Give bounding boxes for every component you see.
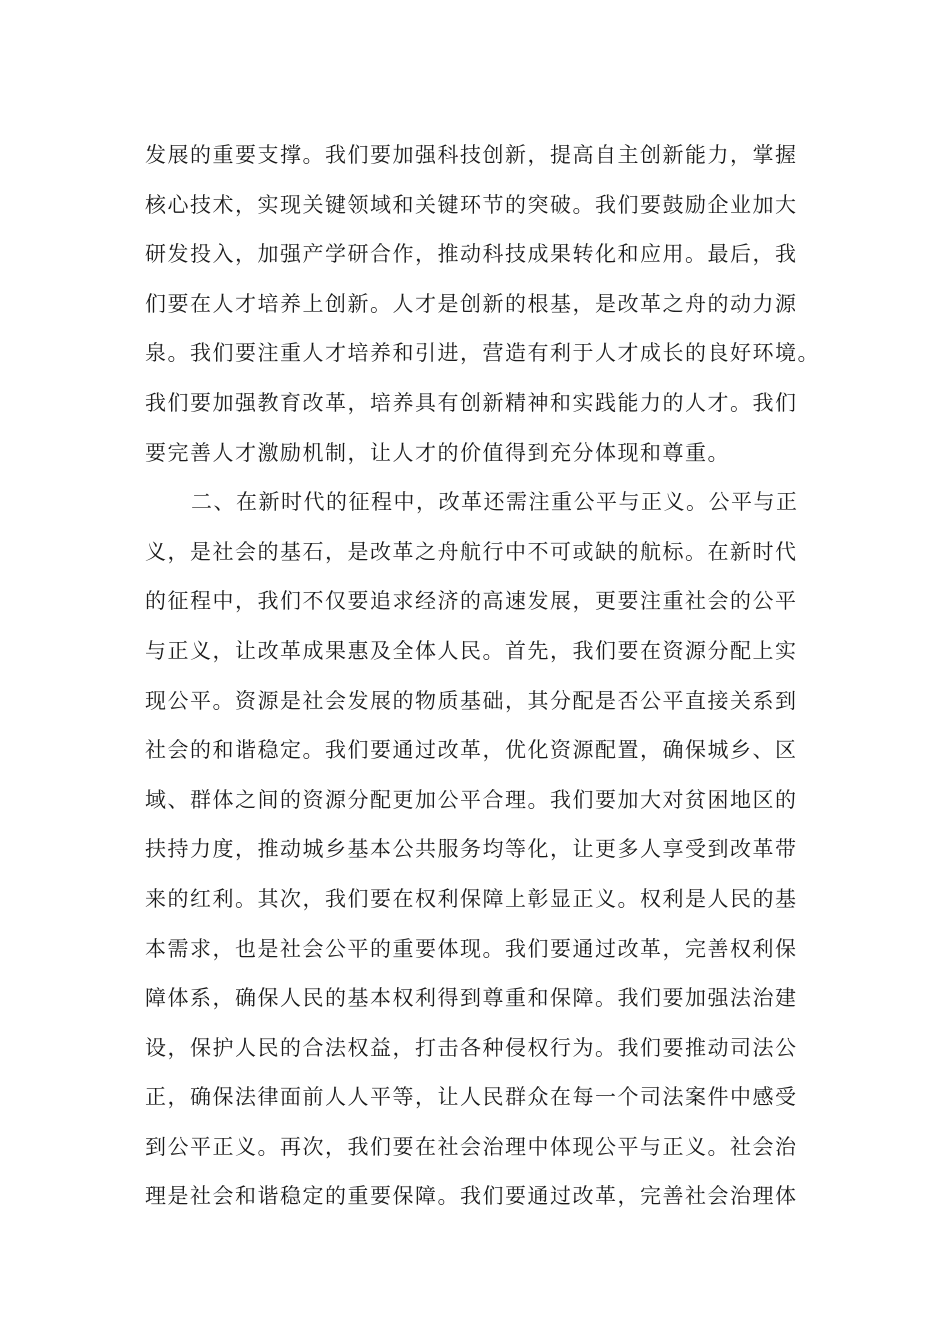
text-line: 核心技术，实现关键领域和关键环节的突破。我们要鼓励企业加大 [145,192,798,217]
text-line: 义，是社会的基石，是改革之舟航行中不可或缺的航标。在新时代 [145,539,798,564]
text-line: 正，确保法律面前人人平等，让人民群众在每一个司法案件中感受 [145,1085,798,1110]
text-line: 现公平。资源是社会发展的物质基础，其分配是否公平直接关系到 [145,688,798,713]
text-line: 们要在人才培养上创新。人才是创新的根基，是改革之舟的动力源 [145,291,798,316]
text-line: 到公平正义。再次，我们要在社会治理中体现公平与正义。社会治 [145,1134,798,1159]
text-line: 泉。我们要注重人才培养和引进，营造有利于人才成长的良好环境。 [145,341,820,366]
text-line: 的征程中，我们不仅要追求经济的高速发展，更要注重社会的公平 [145,589,798,614]
text-line: 研发投入，加强产学研合作，推动科技成果转化和应用。最后，我 [145,242,798,267]
text-line: 设，保护人民的合法权益，打击各种侵权行为。我们要推动司法公 [145,1035,798,1060]
text-line: 扶持力度，推动城乡基本公共服务均等化，让更多人享受到改革带 [145,837,798,862]
text-line: 障体系，确保人民的基本权利得到尊重和保障。我们要加强法治建 [145,986,798,1011]
text-line: 社会的和谐稳定。我们要通过改革，优化资源配置，确保城乡、区 [145,738,798,763]
text-line: 要完善人才激励机制，让人才的价值得到充分体现和尊重。 [145,440,730,465]
text-line: 来的红利。其次，我们要在权利保障上彰显正义。权利是人民的基 [145,886,798,911]
text-line: 发展的重要支撑。我们要加强科技创新，提高自主创新能力，掌握 [145,143,798,167]
text-line: 与正义，让改革成果惠及全体人民。首先，我们要在资源分配上实 [145,638,798,663]
text-line: 理是社会和谐稳定的重要保障。我们要通过改革，完善社会治理体 [145,1184,798,1209]
text-line: 域、群体之间的资源分配更加公平合理。我们要加大对贫困地区的 [145,787,798,812]
text-line: 我们要加强教育改革，培养具有创新精神和实践能力的人才。我们 [145,390,798,415]
text-line: 本需求，也是社会公平的重要体现。我们要通过改革，完善权利保 [145,936,798,961]
section-heading-line: 二、在新时代的征程中，改革还需注重公平与正义。公平与正 [191,490,799,515]
body-text [145,131,845,1222]
